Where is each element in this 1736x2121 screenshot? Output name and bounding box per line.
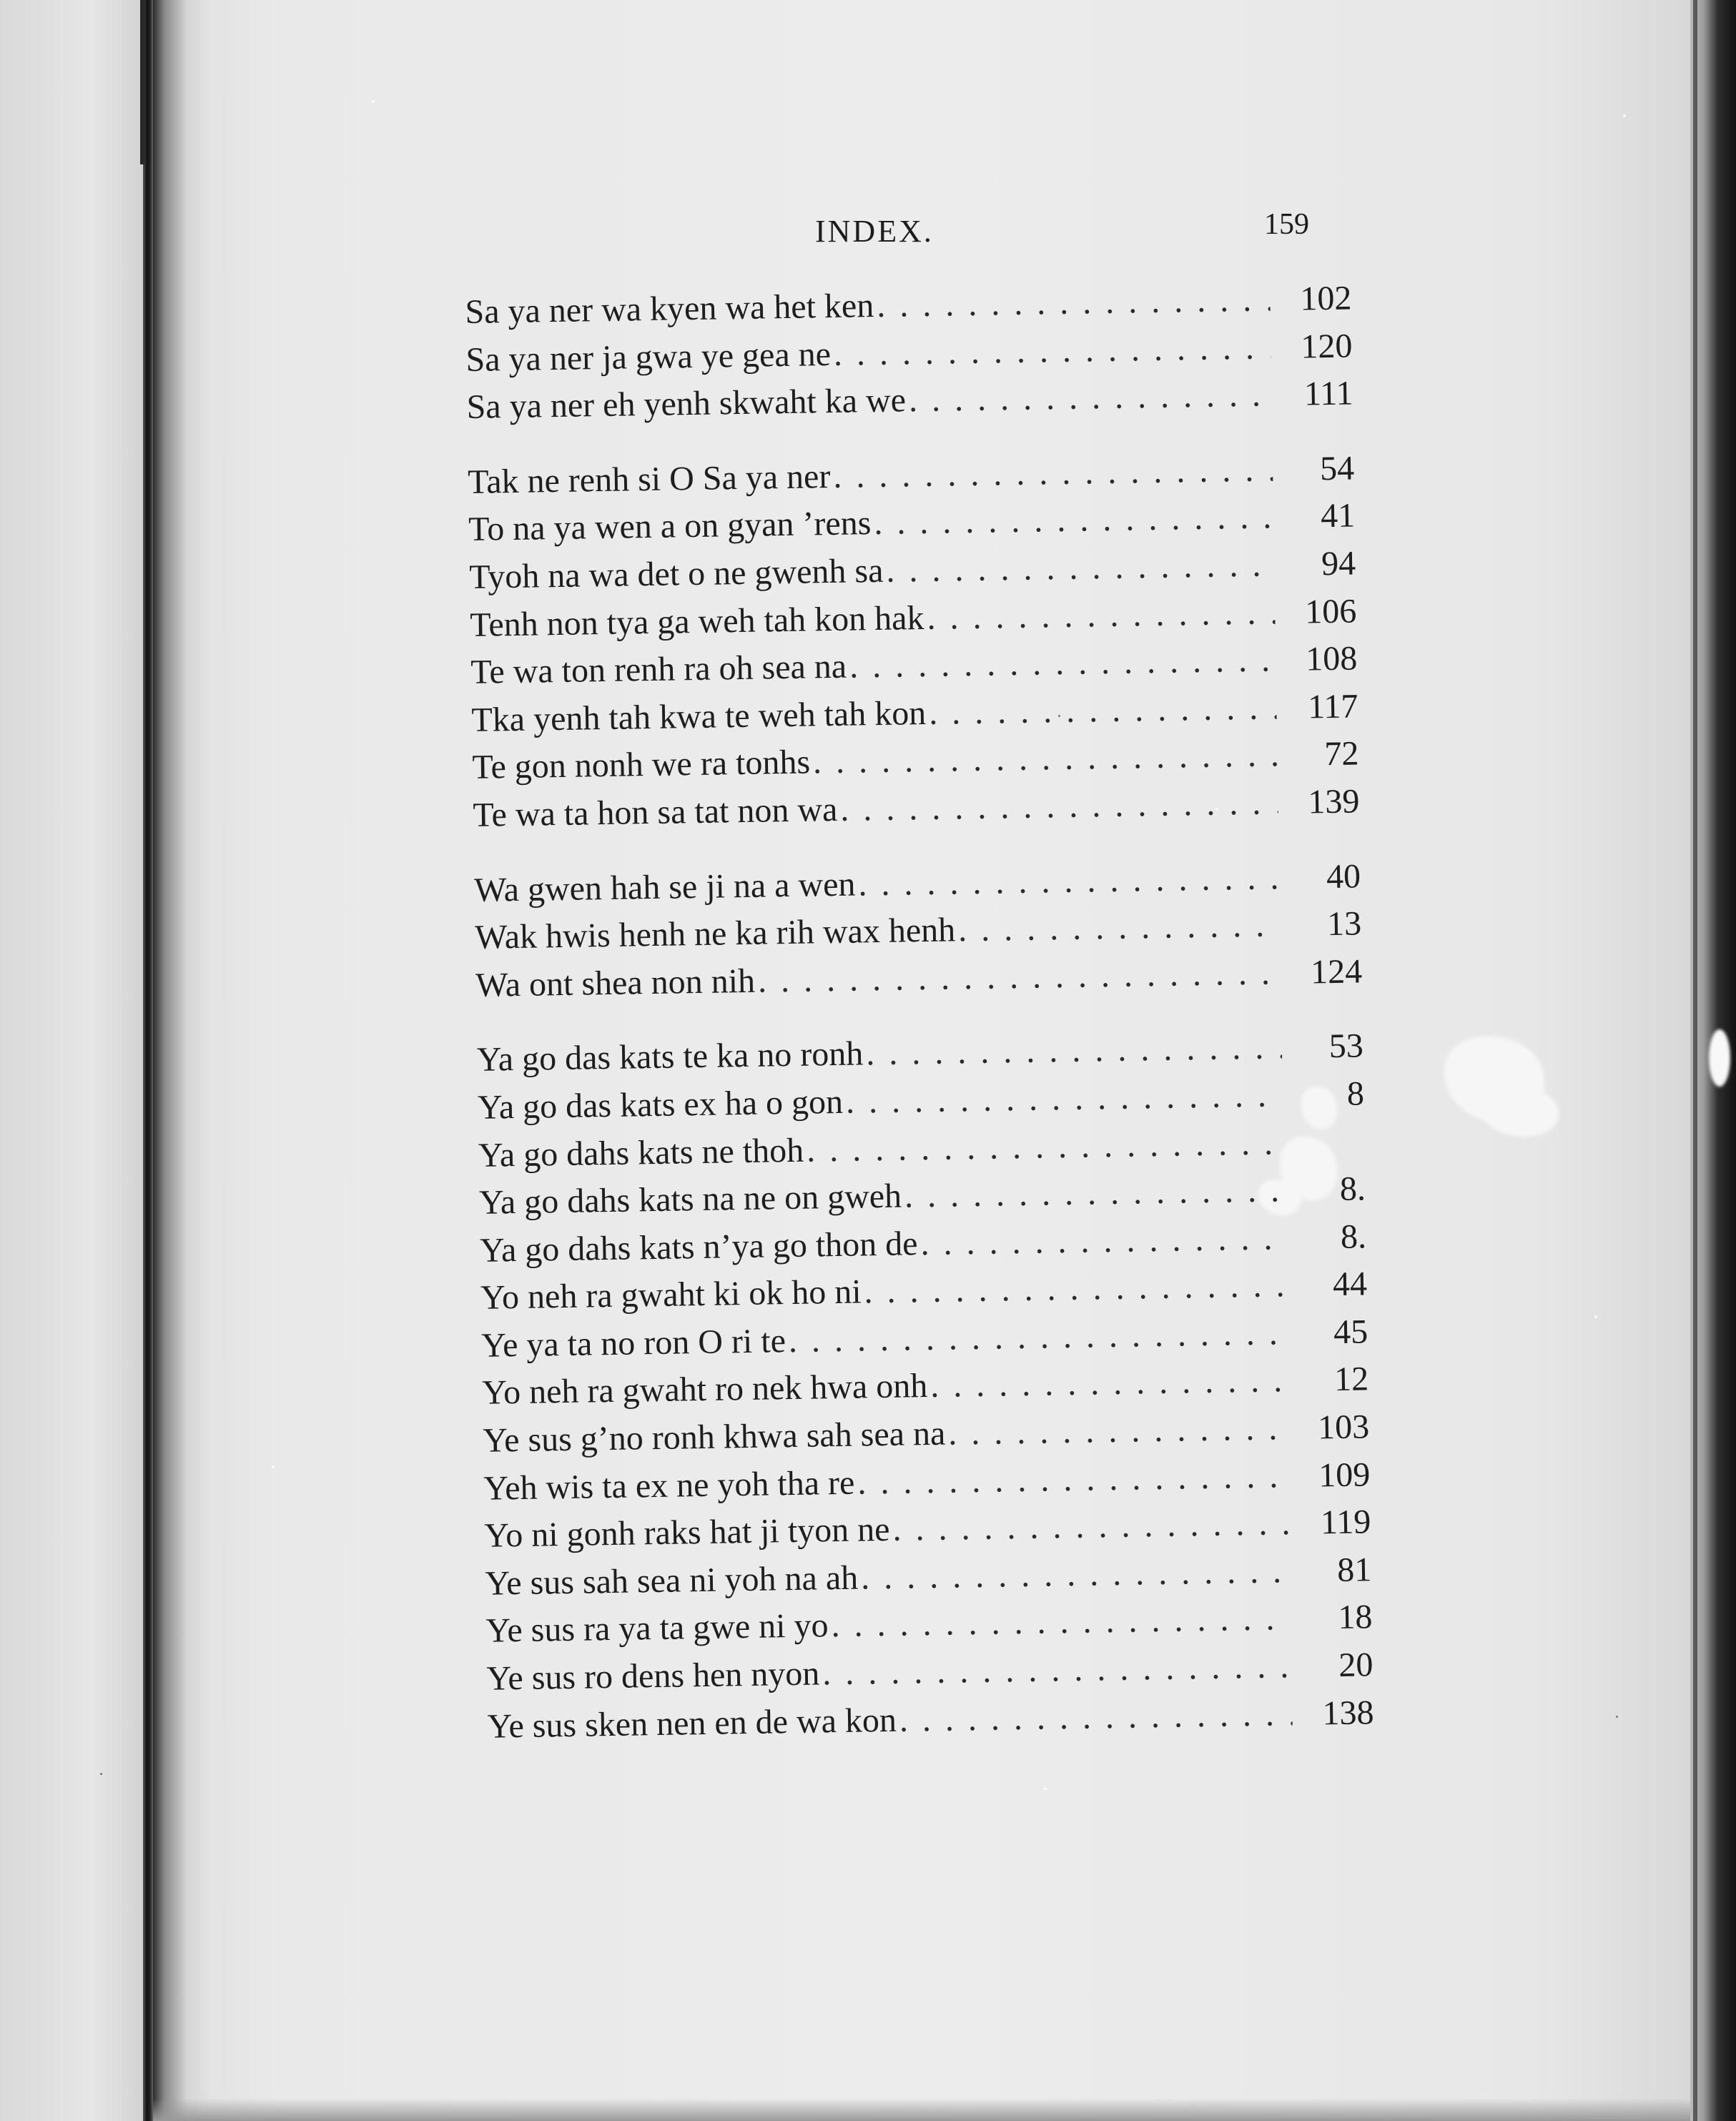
entry-text: Wa gwen hah se ji na a wen xyxy=(473,865,856,909)
dot-leader xyxy=(920,1215,1286,1267)
entry-text: Ye sus g’no ronh khwa sah sea na xyxy=(482,1414,946,1460)
entry-page: 117 xyxy=(1307,687,1358,726)
entry-page: 8 xyxy=(1346,1074,1365,1113)
entry-text: Ya go dahs kats n’ya go thon de xyxy=(479,1224,918,1270)
entry-page: 8. xyxy=(1340,1217,1367,1256)
dot-leader xyxy=(930,1358,1288,1410)
entry-text: Yo neh ra gwaht ro nek hwa onh xyxy=(481,1367,928,1413)
paper-speck xyxy=(372,100,375,103)
index-group-t xyxy=(468,445,1360,839)
entry-page: 8. xyxy=(1339,1170,1366,1209)
entry-text: Tyoh na wa det o ne gwenh sa xyxy=(468,551,884,596)
dot-leader xyxy=(899,1691,1293,1744)
entry-text: Te gon nonh we ra tonhs xyxy=(472,743,811,787)
dot-leader xyxy=(904,1167,1285,1220)
entry-page: 106 xyxy=(1304,592,1357,631)
dot-leader xyxy=(948,1405,1288,1457)
right-edge-line xyxy=(1693,0,1697,2121)
binding-gutter-top xyxy=(140,0,146,164)
entry-text: Ya go das kats te ka no ronh xyxy=(476,1034,864,1079)
entry-text: Ya go das kats ex ha o gon xyxy=(477,1082,844,1127)
dot-leader xyxy=(958,901,1281,954)
dot-leader xyxy=(788,1310,1286,1365)
entry-page xyxy=(1288,1152,1365,1154)
entry-page: 111 xyxy=(1303,374,1353,413)
index-group-s xyxy=(465,275,1353,432)
dot-leader xyxy=(822,1643,1292,1697)
paper-speck xyxy=(1616,1716,1618,1718)
index-entries xyxy=(465,275,1375,1778)
entry-text: Wak hwis henh ne ka rih wax henh xyxy=(474,911,956,957)
page-number: 159 xyxy=(1264,208,1309,241)
entry-text: Ye ya ta no ron O ri te xyxy=(480,1322,786,1365)
dot-leader xyxy=(849,636,1276,690)
entry-text: Yeh wis ta ex ne yoh tha re xyxy=(483,1463,855,1508)
binding-gutter xyxy=(143,0,153,2121)
entry-text: Tka yenh tah kwa te weh tah kon xyxy=(471,693,927,739)
paper-speck xyxy=(1594,1315,1597,1318)
entry-text: To na ya wen a on gyan ’rens xyxy=(468,504,872,549)
paper-speck xyxy=(1623,114,1626,117)
entry-page: 81 xyxy=(1336,1551,1372,1589)
entry-page: 53 xyxy=(1328,1027,1364,1066)
running-head: INDEX. xyxy=(815,214,934,249)
entry-text: Te wa ton renh ra oh sea na xyxy=(470,647,847,692)
dot-leader xyxy=(886,541,1275,595)
entry-text: Ye sus ra ya ta gwe ni yo xyxy=(485,1606,829,1651)
index-group-y xyxy=(476,1023,1374,1751)
entry-page: 138 xyxy=(1322,1693,1374,1733)
entry-text: Sa ya ner eh yenh skwaht ka we xyxy=(466,381,907,427)
entry-page: 18 xyxy=(1337,1598,1373,1637)
entry-text: Ye sus sah sea ni yoh na ah xyxy=(485,1558,859,1603)
dot-leader xyxy=(807,1119,1284,1174)
entry-page: 102 xyxy=(1299,279,1352,318)
dot-leader xyxy=(833,446,1273,500)
dot-leader xyxy=(877,276,1271,330)
entry-page: 41 xyxy=(1320,496,1356,535)
paper-speck xyxy=(272,1465,275,1468)
entry-text: Yo ni gonh raks hat ji tyon ne xyxy=(483,1511,890,1556)
index-group-w xyxy=(474,853,1363,1009)
entry-page: 20 xyxy=(1338,1646,1373,1685)
entry-text: Ya go dahs kats na ne on gweh xyxy=(478,1177,902,1222)
entry-page: 109 xyxy=(1318,1455,1371,1495)
entry-page: 54 xyxy=(1319,449,1355,488)
dot-leader xyxy=(861,1548,1291,1601)
entry-page: 12 xyxy=(1333,1360,1369,1399)
entry-text: Sa ya ner wa kyen wa het ken xyxy=(465,287,874,331)
entry-page: 13 xyxy=(1326,904,1362,944)
left-page-edge xyxy=(0,0,154,2121)
dot-leader xyxy=(892,1500,1290,1553)
entry-page: 103 xyxy=(1317,1408,1370,1447)
dot-leader xyxy=(908,371,1272,424)
entry-text: Sa ya ner ja gwa ye gea ne xyxy=(465,335,832,379)
entry-page: 139 xyxy=(1308,782,1360,821)
entry-page: 44 xyxy=(1332,1265,1368,1304)
dot-leader xyxy=(757,949,1281,1004)
dot-leader xyxy=(845,1072,1283,1126)
entry-text: Wa ont shea non nih xyxy=(475,961,756,1004)
entry-page: 40 xyxy=(1326,856,1361,896)
entry-text: Tak ne renh si O Sa ya ner xyxy=(467,457,831,501)
dot-leader xyxy=(874,494,1274,548)
entry-page: 108 xyxy=(1305,639,1358,678)
entry-text: Te wa ta hon sa tat non wa xyxy=(473,790,838,834)
entry-text: Ya go dahs kats ne thoh xyxy=(478,1131,804,1175)
dot-leader xyxy=(858,854,1280,908)
dot-leader xyxy=(927,589,1276,642)
binding-fold xyxy=(153,0,210,2121)
paper-speck xyxy=(100,1773,102,1775)
paper-speck xyxy=(1709,1029,1730,1087)
entry-page: 119 xyxy=(1320,1503,1371,1542)
entry-text: Tenh non tya ga weh tah kon hak xyxy=(469,598,924,644)
dot-leader xyxy=(831,1596,1291,1650)
paper-speck xyxy=(1044,1787,1047,1790)
dot-leader xyxy=(929,684,1277,737)
dot-leader xyxy=(840,779,1278,834)
dot-leader xyxy=(857,1453,1289,1506)
dot-leader xyxy=(833,324,1271,378)
entry-page: 45 xyxy=(1333,1312,1368,1351)
entry-text: Yo neh ra gwaht ki ok ho ni xyxy=(480,1272,862,1317)
dot-leader xyxy=(812,732,1277,786)
entry-page: 124 xyxy=(1310,952,1363,992)
dot-leader xyxy=(866,1024,1283,1077)
entry-page: 120 xyxy=(1300,327,1353,366)
entry-page: 72 xyxy=(1323,734,1359,773)
dot-leader xyxy=(864,1262,1286,1315)
entry-page: 94 xyxy=(1321,544,1356,583)
entry-text: Ye sus ro dens hen nyon xyxy=(486,1654,820,1698)
entry-text: Ye sus sken nen en de wa kon xyxy=(487,1701,897,1746)
bottom-page-edge xyxy=(153,2098,1690,2121)
